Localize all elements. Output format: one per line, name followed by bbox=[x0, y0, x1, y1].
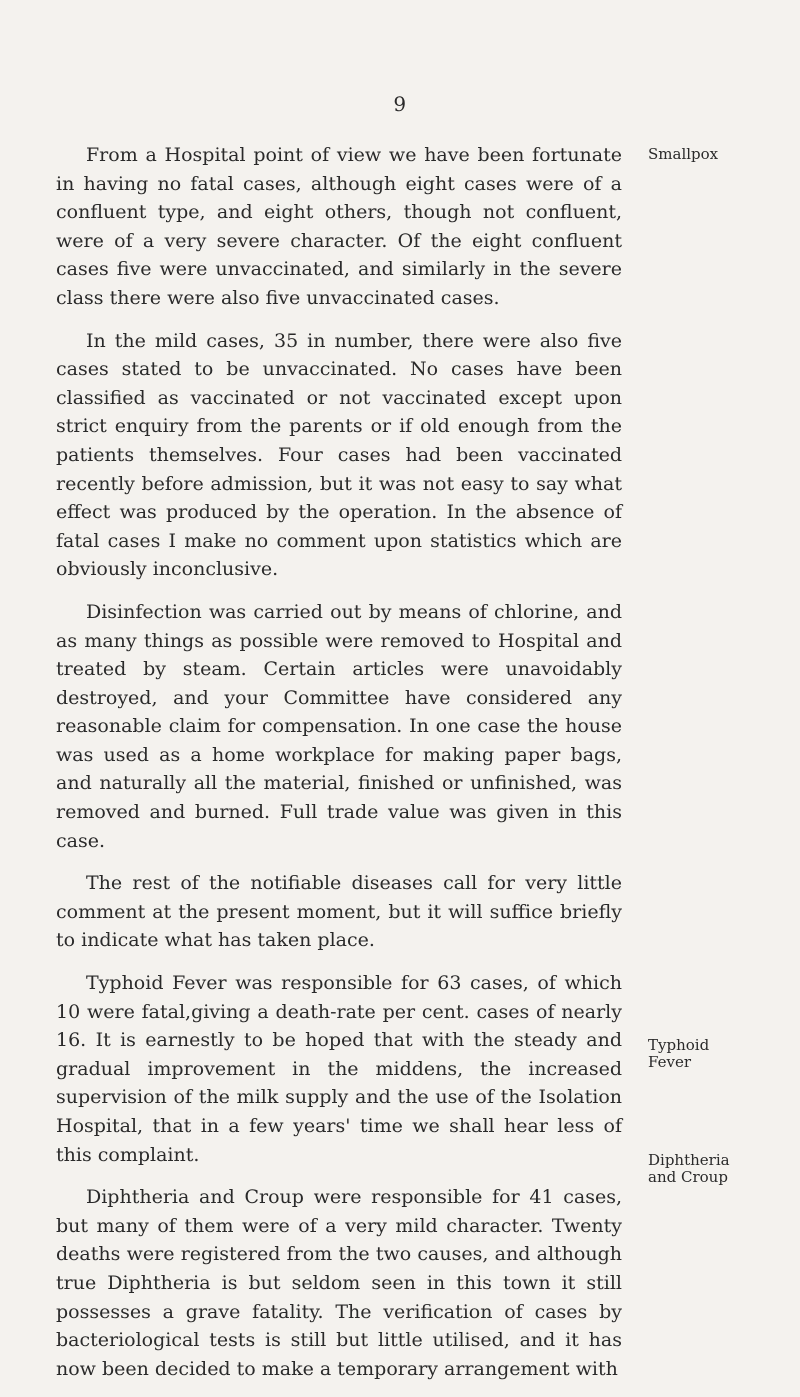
paragraph-mild-cases: In the mild cases, 35 in number, there were also five cases stated to be unvaccinated. No cases have been classified as vaccinated or not vaccinated except upon strict enquiry from the parents or if old enough from the patients themselves. Four cases had been vaccinated recently before admission, but it was not easy to say what effect was produced by the operation. In the absence of fatal cases I make no comment upon statistics which are obviously inconclusive. bbox=[56, 329, 622, 581]
margin-note-typhoid-fever: Typhoid Fever bbox=[648, 1036, 710, 1071]
body-text bbox=[56, 141, 622, 1397]
paragraph-disinfection: Disinfection was carried out by means of chlorine, and as many things as possible were removed to Hospital and treated by steam. Certain articles were unavoidably destroyed, and your Committee have considered any reasonable claim for compensation. In one case the house was used as a home workplace for making paper bags, and naturally all the material, finished or unfinished, was removed and burned. Full trade value was given in this case. bbox=[56, 600, 622, 852]
paragraph-diphtheria-croup: Diphtheria and Croup were responsible for 41 cases, but many of them were of a very mild character. Twenty deaths were registered from the two causes, and although true Diphtheria is but seldom seen in this town it still possesses a grave fatality. The verification of cases by bacteriological tests is still but little utilised, and it has now been decided to make a temporary arrangement with bbox=[56, 1186, 622, 1380]
paragraph-typhoid-fever: Typhoid Fever was responsible for 63 cases, of which 10 were fatal,giving a death-rate per cent. cases of nearly 16. It is earnestly to be hoped that with the steady and gradual improvement in the middens, the increased supervision of the milk supply and the use of the Isolation Hospital, that in a few years' time we shall hear less of this complaint. bbox=[56, 972, 622, 1166]
margin-note-diphtheria-croup: Diphtheria and Croup bbox=[648, 1151, 730, 1186]
margin-note-smallpox: Smallpox bbox=[648, 145, 719, 163]
page-number: 9 bbox=[393, 92, 407, 116]
paragraph-smallpox-hospital: From a Hospital point of view we have been fortunate in having no fatal cases, although eight cases were of a confluent type, and eight others, though not confluent, were of a very severe character. Of the eight confluent cases five were unvaccinated, and similarly in the severe class there were also five unvaccinated cases. bbox=[56, 144, 622, 309]
paragraph-notifiable-diseases: The rest of the notifiable diseases call for very little comment at the present moment, but it will suffice briefly to indicate what has taken place. bbox=[56, 872, 622, 952]
